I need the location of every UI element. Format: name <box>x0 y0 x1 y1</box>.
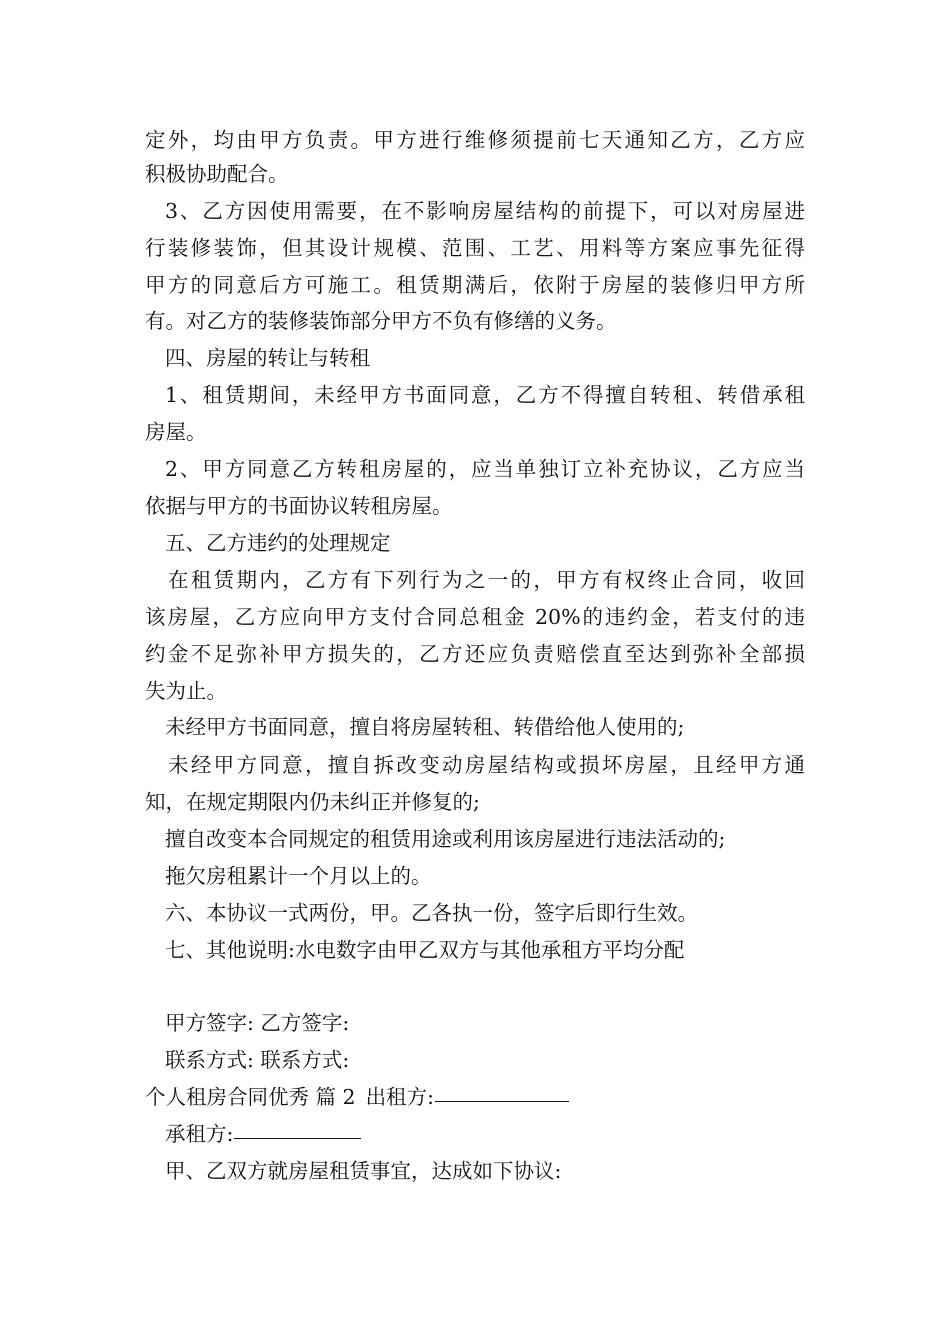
section-title: 个人租房合同优秀 篇 2 <box>145 1085 356 1109</box>
paragraph-line: 定外，均由甲方负责。甲方进行维修须提前七天通知乙方，乙方应 <box>145 128 805 152</box>
paragraph-line: 甲、乙双方就房屋租赁事宜，达成如下协议: <box>165 1159 562 1183</box>
paragraph-line: 在租赁期内，乙方有下列行为之一的，甲方有权终止合同，收回 <box>168 568 805 592</box>
lessor-blank <box>435 1100 569 1102</box>
list-item: 未经甲方同意，擅自拆改变动房屋结构或损坏房屋，且经甲方通 <box>168 753 805 777</box>
list-item-continuation: 知，在规定期限内仍未纠正并修复的; <box>145 790 480 814</box>
paragraph-line: 积极协助配合。 <box>145 162 289 186</box>
paragraph-line: 有。对乙方的装修装饰部分甲方不负有修缮的义务。 <box>145 309 617 333</box>
paragraph-line: 行装修装饰，但其设计规模、范围、工艺、用料等方案应事先征得 <box>145 236 805 260</box>
paragraph-line: 该房屋，乙方应向甲方支付合同总租金 20%的违约金，若支付的违 <box>145 605 805 629</box>
list-item: 拖欠房租累计一个月以上的。 <box>165 864 432 888</box>
paragraph-line: 六、本协议一式两份，甲。乙各执一份，签字后即行生效。 <box>165 901 698 925</box>
contact-line: 联系方式: 联系方式: <box>165 1048 350 1072</box>
signature-line: 甲方签字: 乙方签字: <box>165 1011 350 1035</box>
paragraph-line: 失为止。 <box>145 679 227 703</box>
list-item: 未经甲方书面同意，擅自将房屋转租、转借给他人使用的; <box>165 715 685 739</box>
paragraph-line: 依据与甲方的书面协议转租房屋。 <box>145 494 453 518</box>
list-item: 擅自改变本合同规定的租赁用途或利用该房屋进行违法活动的; <box>165 827 726 851</box>
paragraph-line: 2、甲方同意乙方转租房屋的，应当单独订立补充协议，乙方应当 <box>165 457 805 481</box>
paragraph-line: 七、其他说明:水电数字由甲乙双方与其他承租方平均分配 <box>165 938 685 962</box>
paragraph-line: 约金不足弥补甲方损失的，乙方还应负责赔偿直至达到弥补全部损 <box>145 642 805 666</box>
paragraph-line: 3、乙方因使用需要，在不影响房屋结构的前提下，可以对房屋进 <box>165 199 805 223</box>
paragraph-line: 房屋。 <box>145 420 207 444</box>
contract-heading-line <box>145 1079 569 1115</box>
lessee-blank <box>234 1137 361 1139</box>
section-heading: 四、房屋的转让与转租 <box>165 346 370 370</box>
lessee-label: 承租方: <box>165 1122 234 1146</box>
lessor-label: 出租方: <box>365 1085 434 1109</box>
paragraph-line: 1、租赁期间，未经甲方书面同意，乙方不得擅自转租、转借承租 <box>165 383 805 407</box>
paragraph-line: 甲方的同意后方可施工。租赁期满后，依附于房屋的装修归甲方所 <box>145 273 805 297</box>
lessee-line <box>165 1116 361 1152</box>
section-heading: 五、乙方违约的处理规定 <box>165 531 391 555</box>
